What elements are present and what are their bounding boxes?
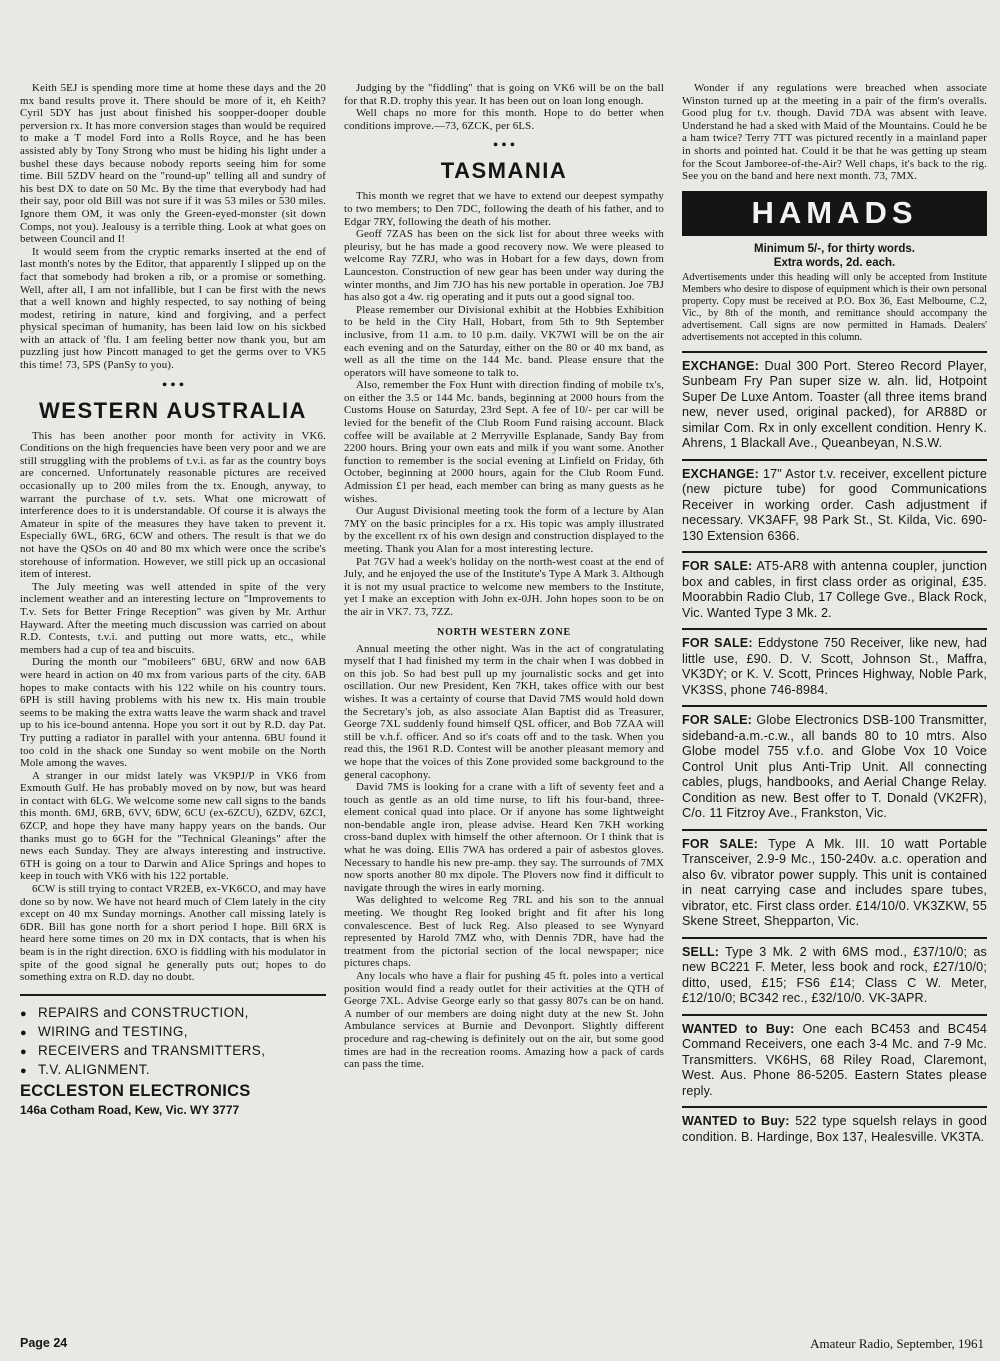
rate-line: Extra words, 2d. each. [773,256,896,269]
article-paragraph: The July meeting was well attended in spite of the very inclement weather and an interesting lecture on "Improvements to T.v. Sets for Better Fringe Reception" was given by Mr. Arthur Hayward. After the meeting much discussion was carried on about R.D. Contests, t.v.i. and putting out more watts, etc., while members had a cup of tea and biscuits. [20,580,326,656]
column-2 [344,82,664,1071]
article-paragraph: Wonder if any regulations were breached when associate Winston turned up at the meeting in a pair of the firm's overalls. Good plug for t.v. though. David 7DA was absent with leave. Understand he had a sked with Maid of the Mountains. Could he be a ham twice? Terry 7TT was pictured recently in a mainland paper in shorts and pointed hat. Could it be that he was getting up steam for the Scout Jamboree-of-the-Air? Well chaps, it's back to the rig. See you on the band and here next month. 73, 7MX. [682,82,987,183]
eccleston-advertisement [20,994,326,1117]
service-item: ● REPAIRS and CONSTRUCTION, [20,1004,326,1023]
classified-label: SELL: [682,944,720,959]
classified-label: EXCHANGE: [682,466,759,481]
service-item: ● RECEIVERS and TRANSMITTERS, [20,1042,326,1061]
article-paragraph: Was delighted to welcome Reg 7RL and his son to the annual meeting. We thought Reg looked bright and fit after his long convalescence. Best of luck Reg. Also pleased to see Wynyard represented by Harold 7MZ who, with Dennis 7DR, have had the treatment from the pictorial section of the local newspaper; nice pictures chaps. [344,894,664,970]
classified-text: Eddystone 750 Receiver, like new, had little use, £90. D. V. Scott, Johnson St., Maffra, VK3DY; or K. V. Scott, Princes Highway, Noble Park, VK3SS, phone 746-8984. [682,636,988,697]
article-paragraph: Our August Divisional meeting took the form of a lecture by Alan 7MY on the basic principles for a rx. His topic was amply illustrated by the excellent rx of his own design and construction displayed to the meeting. Thank you Alan for a most interesting lecture. [344,505,664,555]
section-separator: • • • [493,138,515,154]
article-paragraph: Geoff 7ZAS has been on the sick list for about three weeks with pleurisy, but he has made a good recovery now. We were pleased to welcome Ray 7ZRJ, who was in Hobart for a few days, down from Launceston. Construction of new gear has been under way during the winter months, and Jim 7JO has his new portable in operation. Joe 7BJ has also got a 4w. rig operating and it puts out a good signal too. [344,228,664,304]
classified-text: Dual 300 Port. Stereo Record Player, Sunbeam Fry Pan super size w. aln. lid, Hotpoint Super De Luxe Antom. Toaster (all three items brand new, never used, original packed), for AR88D or similar Com. Rx in only excellent condition. Henry K. Ahrens, 1 Blackall Ave., Queanbeyan, N.S.W. [682,358,987,451]
classified-label: EXCHANGE: [682,358,759,373]
column-1 [20,82,326,1117]
classified-text: Globe Electronics DSB-100 Transmitter, sideband-a.m.-c.w., all bands 80 to 10 mtrs. Also Globe model 755 v.f.o. and Globe Vox 10 Voice Control Unit plus Anti-Trip Unit. All connecting cables, plugs, handbooks, and Aerial Change Relay. Condition as new. Best offer to T. Donald (VK2FR), C/o. 11 Fitzroy Ave., Frankston, Vic. [682,713,987,821]
article-paragraph: This month we regret that we have to extend our deepest sympathy to two members; to Den 7DC, following the death of his father, and to Edgar 7RY, following the death of his mother. [344,190,664,228]
service-item: ● T.V. ALIGNMENT. [20,1061,326,1080]
article-paragraph: A stranger in our midst lately was VK9PJ/P in VK6 from Exmouth Gulf. He has probably moved on by now, but was heard in contact with 6LG. We welcome some new call signs to the bands this month. 6MJ, 6RB, 6VV, 6DW, 6CU (ex-6ZCU), 6ZDV, 6ZCI, 6ZCP, and hope they have many happy years on the bands. Our thanks must go to 6GH for the "Technical Gleanings" after the news each Sunday. They are always interesting and instructive. 6TH is going on a tour to Darwin and Alice Springs and hopes to keep in touch with VK6 with his 122 portable. [20,769,326,883]
article-paragraph: Judging by the "fiddling" that is going on VK6 will be on the ball for that R.D. trophy this year. It has been out on loan long enough. [344,82,664,107]
advertiser-name: ECCLESTON ELECTRONICS [20,1081,251,1100]
classified-label: FOR SALE: [682,713,752,728]
classified-ad [682,459,987,545]
classified-text: 522 type squelsh relays in good condition. B. Hardinge, Box 137, Healesville. VK3TA. [682,1114,987,1144]
article-paragraph: Well chaps no more for this month. Hope to do better when conditions improve.—73, 6ZCK, per 6LS. [344,107,664,132]
classified-ad [682,705,987,822]
classified-text: Type A Mk. III. 10 watt Portable Transceiver, 2.9-9 Mc., 150-240v. a.c. operation and also 6v. vibrator power supply. This unit is contained in neat carrying case and includes spare tubes, vibrator, etc. First class order. £14/10/0. VK3ZKW, 55 Skene Street, Shepparton, Vic. [682,836,988,929]
classified-label: WANTED to Buy: [682,1114,790,1129]
article-paragraph: Annual meeting the other night. Was in the act of congratulating myself that I had finished my term in the chair when I was dobbed in on this job. So had best pull up my journalistic socks and get into oscillation. Our new President, Ken 7KH, takes office with our best wishes. It was a certainty of course that David 7MS would hold down the Secretary's job, as also associate Alan Baptist did as Treasurer, George 7XL suddenly found himself QSL officer, and Bob 7ZAA will still be v.h.f. officer. And so it's coats off and to the task. When you read this, the 1961 R.D. Contest will be another pleasant memory and we hope that the voices of this Zone provided some background to the general cacophony. [344,642,664,781]
article-paragraph: It would seem from the cryptic remarks inserted at the end of last month's notes by the Editor, that apparently I slipped up on the fact that somebody had broken a rib, or a promise or something. Well, after all, I am not infallible, but I can be first with the news that a well known and highly respected, to say nothing of being modest, retiring in nature, kind and forgiving, and a perfect physical speciman of humanity, has been laid low on his sickbed with an attack of 'flu. I am feeling better now thank you, but am puzzling just how Pincott managed to get the germs over to VK5 this time! 73, 5PS (PanSy to you). [20,245,326,372]
article-paragraph: David 7MS is looking for a crane with a lift of seventy feet and a touch as gentle as an old time nurse, to lift his four-band, three-element conical quad into place. Or if anyone has some lightweight non-bendable angle iron, please advise. Heard Ken 7KH working cross-band duplex with himself the other afternoon. Or I think that is what he was doing. Ellis 7WA has ordered a pair of asbestos gloves. Necessary to handle his new pre-amp. they say. The surrounds of 7MX now sports another 80 mx dipole. The Plovers now find it difficult to navigate through the wires in early morning. [344,781,664,894]
article-paragraph: Also, remember the Fox Hunt with direction finding of mobile tx's, on either the 3.5 or 144 Mc. bands, beginning at 2000 hours from the Customs House on Saturday, 23rd Sept. A fee of 10/- per car will be levied for the benefit of the Club Room Fund raising account. Black coffee will be available at 2 Merryville Esplanade, Sandy Bay from 2200 hours. Bring your own eats and milk if you want some. Another function to remember is the social evening at Linfield on Friday, 6th October, beginning at 2000 hours, again for the Club Room Fund. Admission £1 per head, each member can bring as many guests as he wishes. [344,379,664,505]
classified-ad [682,1014,987,1100]
classified-list [682,351,987,1146]
page-number: Page 24 [20,1336,68,1350]
article-paragraph: Please remember our Divisional exhibit at the Hobbies Exhibition to be held in the City Hall, Hobart, from 5th to 9th September inclusive, from 11 a.m. to 10 p.m. daily. VK7WI will be on the air each evening and on the Saturday, either on the 80 or 40 mx band, as well as all the time on the 144 Mc. band. Please ensure that the operators will have someone to talk to. [344,303,664,379]
hamads-rates [682,242,987,270]
classified-ad [682,829,987,930]
section-heading-western-australia: WESTERN AUSTRALIA [39,397,307,423]
classified-text: 17" Astor t.v. receiver, excellent picture (new picture tube) for good Communications Receiver in working order. Cash adjustment if necessary. VK3AFF, 98 Park St., St. Kilda, Vic. 690-130 Extension 6366. [682,466,987,543]
hamads-conditions: Advertisements under this heading will only be accepted from Institute Members who desire to dispose of equipment which is their own personal property. Copy must be received at P.O. Box 36, East Melbourne, C.2, Vic., by 8th of the month, and remittance should accompany the advertisement. Call signs are now permitted in Hamads. Dealers' advertisements not accepted in this column. [682,271,987,343]
article-paragraph: Any locals who have a flair for pushing 45 ft. poles into a vertical position would find a ready outlet for their activities at the QTH of George 7XL. Advise George early so that gassy 807s can be on hand. A number of our members are doing night duty at the new St. John Ambulance services at Burnie and Devonport. Slightly different procedure and rag-chewing is definitely out on the air, but some good times are had in the recreation rooms. Amazing how a pack of cards can pass the time. [344,970,664,1071]
section-heading-tasmania: TASMANIA [440,158,568,184]
classified-ad [682,351,987,452]
hamads-banner: HAMADS [682,191,987,236]
article-paragraph: During the month our "mobileers" 6BU, 6RW and now 6AB were heard in action on 40 mx from various parts of the city. 6AB hopes to make contacts with his 122 while on his country tours. 6PH is still having problems with his new tx. His main trouble seems to be making the extra watts leave the warm shack and travel up to his ice-bound antenna. Hope you sort it out by R.D. day Pat. Try putting a radiator in parallel with your antenna. 6BU found it too cold in the shack one Sunday so went mobile on the North Mole among the waves. [20,656,326,770]
classified-ad [682,937,987,1007]
classified-ad [682,628,987,698]
publication-line: Amateur Radio, September, 1961 [810,1336,984,1351]
classified-label: FOR SALE: [682,836,758,851]
column-3 [682,82,987,1145]
classified-ad [682,551,987,621]
classified-text: AT5-AR8 with antenna coupler, junction box and cables, in first class order as original, £35. Moorabbin Radio Club, 17 College Gve., Black Rock, Vic. Wanted Type 3 Mk. 2. [682,559,987,620]
classified-ad [682,1106,987,1145]
service-list [20,1004,326,1080]
section-separator: • • • [162,377,184,393]
article-paragraph: This has been another poor month for activity in VK6. Conditions on the high frequencies have been very poor and we are still struggling with the problems of t.v.i. as far as the country boys are concerned. Unfortunately reasonable pictures are received occasionally up to 200 miles from the tx. Enough, anyway, to warrant the purchase of t.v. sets. What one microwatt of interference does to it is understandable. Of course it is always the Amateur in spite of the measures they have taken to prevent it. Especially 6WL, 6RG, 6CW and others. The result is that we do not have the QSOs on 40 and 80 mx which were once the scribe's storehouse of information. However, we still pick up an occasional item of interest. [20,429,326,581]
rate-line: Minimum 5/-, for thirty words. [753,242,915,255]
article-paragraph: Pat 7GV had a week's holiday on the north-west coast at the end of July, and he enjoyed the use of the Institute's Type A Mark 3. Although it is not my usual practice to welcome new members to the Institute, yet I make an exception with John ex-0JH. John hopes soon to be on the air in VK7. 73, 7ZZ. [344,555,664,618]
classified-label: FOR SALE: [682,559,753,574]
service-item: ● WIRING and TESTING, [20,1023,326,1042]
article-paragraph: 6CW is still trying to contact VR2EB, ex-VK6CO, and may have done so by now. We have not heard much of Clem lately in the city except on 40 mx Sunday mornings. Another call missing lately is 6DR. Bill has gone north for a short period I hope. Bill 6RX is heard here some times on 20 mx in DX contacts, that is when his beam is in the right direction. 6XO is fiddling with his modulator in spite of the good signal he generally puts out; hopes to do something extra on R.D. day no doubt. [20,883,326,984]
classified-label: WANTED to Buy: [682,1021,795,1036]
advertiser-address: 146a Cotham Road, Kew, Vic. WY 3777 [20,1102,240,1117]
classified-label: FOR SALE: [682,636,753,651]
article-paragraph: Keith 5EJ is spending more time at home these days and the 20 mx band results prove it. There should be more of it, eh Keith? Cyril 5DY has just about finished his soopper-dooper double perversion rx. It has more conversion stages than would be required to make a T model Ford into a Rolls Royce, and he has been assisted ably by Tony Strong who must be hiding his light under a bushel these days because nobody reports seeing him for some time. Bill 5ZDV heard on the "round-up" telling all and sundry of his best DX to date on 50 Mc. By the time that everybody had had their say, poor old Bill was not sure if it was 53 miles or 530 miles. Ignore them OM, it was only the Green-eyed-monster (sit down Comps, not you). Jealousy is a terrible thing. Look at what goes on between Council and I! [20,82,326,246]
subheading-north-western-zone: NORTH WESTERN ZONE [437,626,571,638]
classified-text: Type 3 Mk. 2 with 6MS mod., £37/10/0; as new BC221 F. Meter, less book and rock, £27/10/0; ditto, used, £15; FS6 £14; Class C W. Meter, £12/10/0; BC342 rec., £32/10/0. VK-3APR. [682,944,988,1006]
classified-text: One each BC453 and BC454 Command Receivers, one each 3-4 Mc. and 7-9 Mc. Transmitters. VK6HS, 68 Riley Road, Claremont, West. Aus. Phone 86-5205. Eastern States please reply. [682,1021,987,1098]
